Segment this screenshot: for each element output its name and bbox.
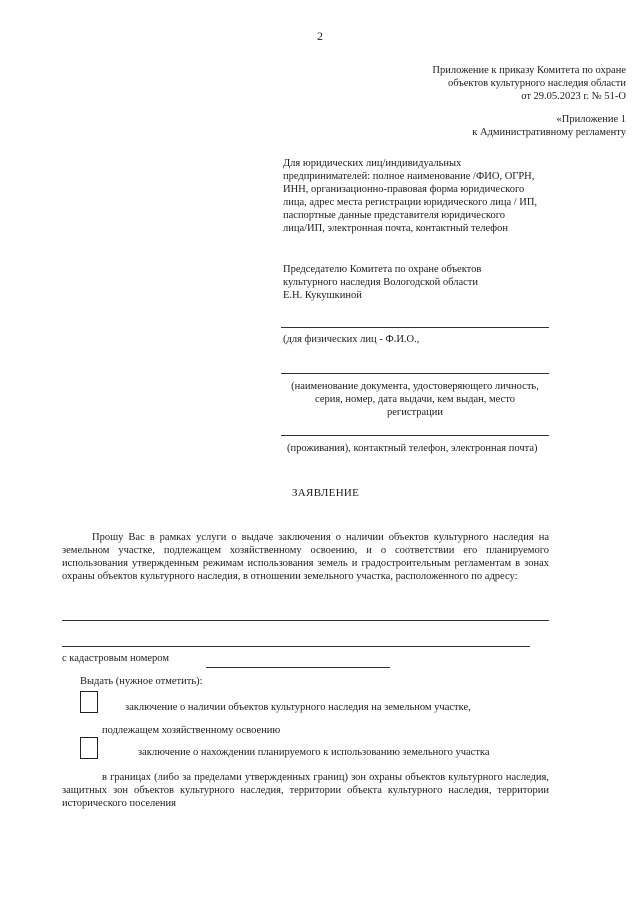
residence-line[interactable] — [281, 435, 549, 436]
address-line-2[interactable] — [62, 646, 530, 647]
individuals-note: (для физических лиц - Ф.И.О., — [283, 334, 420, 345]
option-location-line-1: заключение о нахождении планируемого к использованию земельного участка — [138, 747, 490, 758]
page-number: 2 — [317, 29, 323, 43]
cadastral-number-line[interactable] — [206, 667, 390, 668]
appendix-header — [472, 113, 626, 139]
request-paragraph: Прошу Вас в рамках услуги о выдаче заключения о наличии объектов культурного наследия на земельном участке, подлежащем хозяйственному освоению, и о соответствии его планируемого использования утвержденным режимам использования земель и градостроительным регламентам в зонах охраны объектов культурного наследия, в отношении земельного участка, расположенного по адресу: — [62, 532, 549, 582]
applicant-name-line[interactable] — [281, 327, 549, 328]
option-presence-line-1: заключение о наличии объектов культурного наследия на земельном участке, — [125, 702, 471, 713]
legal-note-line-4: лица, адрес места регистрации юридического лица / ИП, — [283, 197, 538, 208]
appendix-line-1: «Приложение 1 — [556, 114, 626, 125]
order-header — [432, 64, 626, 103]
cadastral-label: с кадастровым номером — [62, 653, 169, 664]
addressee — [283, 263, 481, 302]
appendix-line-2: к Административному регламенту — [472, 127, 626, 138]
option-presence-checkbox[interactable] — [80, 691, 98, 713]
order-header-line-1: Приложение к приказу Комитета по охране — [432, 65, 626, 76]
issue-label: Выдать (нужное отметить): — [80, 676, 203, 687]
legal-note-line-5: паспортные данные представителя юридического — [283, 210, 505, 221]
document-note-line-1: (наименование документа, удостоверяющего личность, — [291, 381, 539, 392]
document-note — [281, 380, 549, 419]
residence-note: (проживания), контактный телефон, электронная почта) — [287, 443, 538, 454]
legal-note-line-6: лица/ИП, электронная почта, контактный телефон — [283, 223, 508, 234]
order-header-line-3: от 29.05.2023 г. № 51-О — [521, 91, 626, 102]
legal-note-line-3: ИНН, организационно-правовая форма юридического — [283, 184, 525, 195]
option-location-checkbox[interactable] — [80, 737, 98, 759]
identity-document-line[interactable] — [281, 373, 549, 374]
address-line-1[interactable] — [62, 620, 549, 621]
addressee-line-3: Е.Н. Кукушкиной — [283, 290, 362, 301]
document-note-line-3: регистрации — [387, 407, 443, 418]
statement-title: ЗАЯВЛЕНИЕ — [292, 487, 360, 499]
addressee-line-1: Председателю Комитета по охране объектов — [283, 264, 482, 275]
legal-note-line-2: предпринимателей: полное наименование /ФИО, ОГРН, — [283, 171, 535, 182]
addressee-line-2: культурного наследия Вологодской области — [283, 277, 478, 288]
document-note-line-2: серия, номер, дата выдачи, кем выдан, место — [315, 394, 515, 405]
legal-entities-note — [283, 157, 537, 235]
legal-note-line-1: Для юридических лиц/индивидуальных — [283, 158, 462, 169]
boundaries-paragraph: в границах (либо за пределами утвержденных границ) зон охраны объектов культурного наследия, защитных зон объектов культурного наследия, территории объекта культурного наследия, территории исторического поселения — [62, 772, 549, 809]
option-presence-line-2: подлежащем хозяйственному освоению — [102, 725, 281, 736]
order-header-line-2: объектов культурного наследия области — [448, 78, 626, 89]
